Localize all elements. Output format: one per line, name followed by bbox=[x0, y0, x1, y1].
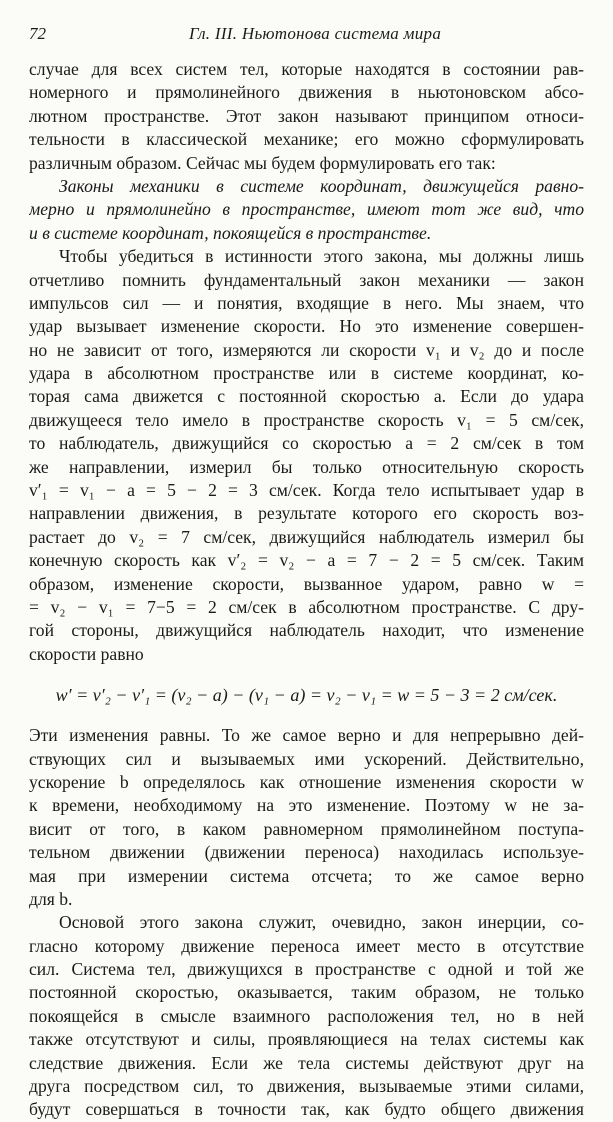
principle-statement-line: Законы механики в системе координат, движущейся равно- bbox=[59, 175, 584, 196]
text-line: мая при измерении система отсчета; то же самое верно bbox=[29, 865, 584, 886]
page-header bbox=[29, 24, 584, 50]
text-line: гой стороны, движущийся наблюдатель находит, что изменение bbox=[29, 620, 584, 641]
text-line: случае для всех систем тел, которые находятся в состоянии рав- bbox=[29, 59, 584, 79]
text-line: сил. Система тел, движущихся в пространстве с одной и той же bbox=[29, 959, 584, 980]
text-line: растает до v₂ = 7 см/сек, движущийся наблюдатель измерил бы bbox=[29, 526, 584, 547]
text-line: отчетливо помнить фундаментальный закон механики — закон bbox=[29, 269, 584, 290]
principle-statement-line: мерно и прямолинейно в пространстве, имеют тот же вид, что bbox=[29, 199, 584, 220]
display-formula: w′ = v′₂ − v′₁ = (v₂ − a) − (v₁ − a) = v₂ − v₁ = w = 5 − 3 = 2 см/сек. bbox=[55, 685, 558, 706]
text-line: движущееся тело имело в пространстве скорость v₁ = 5 см/сек, bbox=[29, 409, 584, 430]
text-line: различным образом. Сейчас мы будем формулировать его так: bbox=[29, 152, 496, 173]
running-title: Гл. III. Ньютонова система мира bbox=[189, 24, 442, 43]
text-line: друга посредством сил, то движения, вызываемые этими силами, bbox=[29, 1076, 584, 1097]
page-number: 72 bbox=[29, 24, 46, 43]
text-line: следствие движения. Если же тела системы действуют друг на bbox=[29, 1052, 584, 1073]
text-line: Основой этого закона служит, очевидно, закон инерции, со- bbox=[59, 912, 584, 933]
text-line: ствующих сил и вызываемых ими ускорений. Действительно, bbox=[29, 748, 584, 769]
text-line: торая сама движется с постоянной скоростью a. Если до удара bbox=[29, 386, 584, 407]
text-line: скорости равно bbox=[29, 643, 144, 664]
text-line: постоянной скоростью, оказывается, таким образом, не только bbox=[29, 982, 584, 1003]
text-line: же направлении, измерил бы только относительную скорость bbox=[29, 456, 584, 477]
text-line: Эти изменения равны. То же самое верно и для непрерывно дей- bbox=[29, 725, 584, 746]
page-body bbox=[29, 58, 584, 1122]
text-line: к времени, необходимому на это изменение. Поэтому w не за- bbox=[29, 795, 584, 816]
text-line: висит от того, в каком равномерном прямолинейном поступа- bbox=[29, 818, 584, 839]
text-line: v′₁ = v₁ − a = 5 − 2 = 3 см/сек. Когда тело испытывает удар в bbox=[29, 480, 584, 501]
text-line: но не зависит от того, измеряются ли скорости v₁ и v₂ до и после bbox=[29, 339, 584, 360]
text-line: гласно которому движение переноса имеет место в отсутствие bbox=[29, 935, 584, 956]
text-line: направлении движения, в результате которого его скорость воз- bbox=[29, 503, 584, 524]
text-line: номерного и прямолинейного движения в ньютоновском абсо- bbox=[29, 82, 584, 103]
text-line: удара в абсолютном пространстве или в системе координат, ко- bbox=[29, 363, 584, 384]
text-line: ускорение b определялось как отношение изменения скорости w bbox=[29, 771, 584, 792]
text-line: импульсов сил — и понятия, входящие в него. Мы знаем, что bbox=[29, 292, 584, 313]
text-line: образом, изменение скорости, вызванное ударом, равно w = bbox=[29, 573, 584, 594]
text-line: тельном движении (движении переноса) находилась используе- bbox=[29, 842, 584, 863]
text-line: тельности в классической механике; его можно сформулировать bbox=[29, 129, 584, 150]
text-line: = v₂ − v₁ = 7−5 = 2 см/сек в абсолютном пространстве. С дру- bbox=[29, 596, 584, 617]
text-line: удар вызывает изменение скорости. Но это изменение совершен- bbox=[29, 316, 584, 337]
text-line: лютном пространстве. Этот закон называют принципом относи- bbox=[29, 105, 584, 126]
text-line: конечную скорость как v′₂ = v₂ − a = 7 − 2 = 5 см/сек. Таким bbox=[29, 550, 584, 571]
text-line: покоящейся в смысле взаимного расположения тел, но в ней bbox=[29, 1005, 584, 1026]
text-line: будут совершаться в точности так, как будто общего движения bbox=[29, 1099, 584, 1120]
principle-statement-line: и в системе координат, покоящейся в пространстве. bbox=[29, 222, 432, 243]
text-line: Чтобы убедиться в истинности этого закона, мы должны лишь bbox=[59, 246, 584, 267]
text-line: также отсутствуют и силы, проявляющиеся на телах системы как bbox=[29, 1029, 584, 1050]
text-line: для b. bbox=[29, 888, 73, 909]
text-line: то наблюдатель, движущийся со скоростью a = 2 см/сек в том bbox=[29, 433, 584, 454]
